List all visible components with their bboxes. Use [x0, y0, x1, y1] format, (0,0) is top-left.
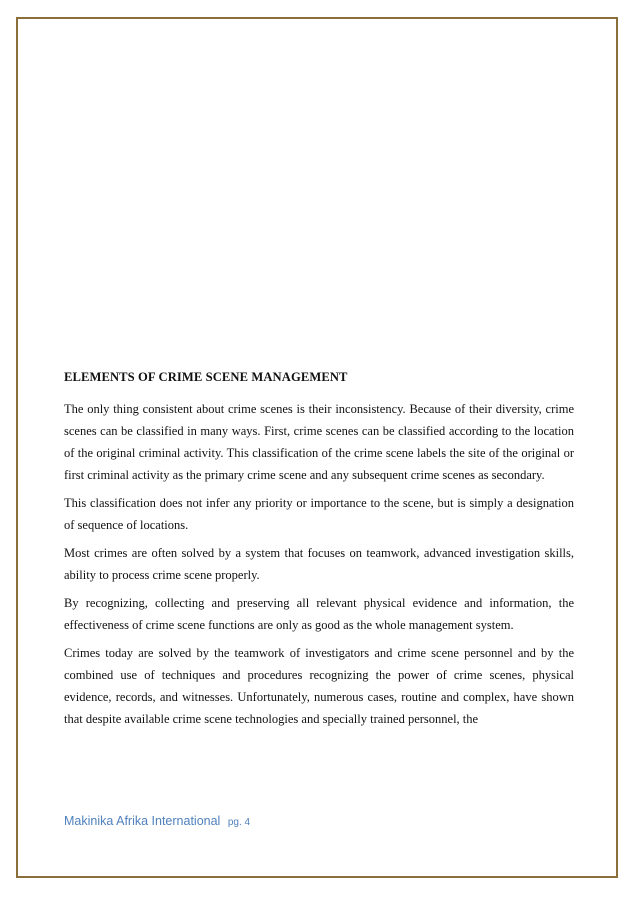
footer-page-number: pg. 4 — [227, 817, 251, 828]
paragraph-5: Crimes today are solved by the teamwork of investigators and crime scene personnel and by the combined use of techniques and procedures recognizing the power of crime scenes, physical evidence, records, and witnesses. Unfortunately, numerous cases, routine and complex, have shown that despite available crime scene technologies and specially trained personnel, the — [64, 646, 574, 726]
paragraph-4: By recognizing, collecting and preserving all relevant physical evidence and information, the effectiveness of crime scene functions are only as good as the whole management system. — [64, 596, 574, 632]
paragraph-1: The only thing consistent about crime scenes is their inconsistency. Because of their diversity, crime scenes can be classified in many ways. First, crime scenes can be classified according to the location of the original criminal activity. This classification of the crime scene labels the site of the original or first criminal activity as the primary crime scene and any subsequent crime scenes as secondary. — [64, 402, 574, 482]
paragraph-2: This classification does not infer any priority or importance to the scene, but is simply a designation of sequence of locations. — [64, 496, 574, 532]
footer-organization: Makinika Afrika International — [64, 814, 221, 828]
section-heading: ELEMENTS OF CRIME SCENE MANAGEMENT — [64, 370, 348, 384]
document-body — [64, 368, 574, 736]
paragraph-3: Most crimes are often solved by a system that focuses on teamwork, advanced investigation skills, ability to process crime scene properly. — [64, 546, 574, 582]
page-footer — [64, 814, 250, 828]
